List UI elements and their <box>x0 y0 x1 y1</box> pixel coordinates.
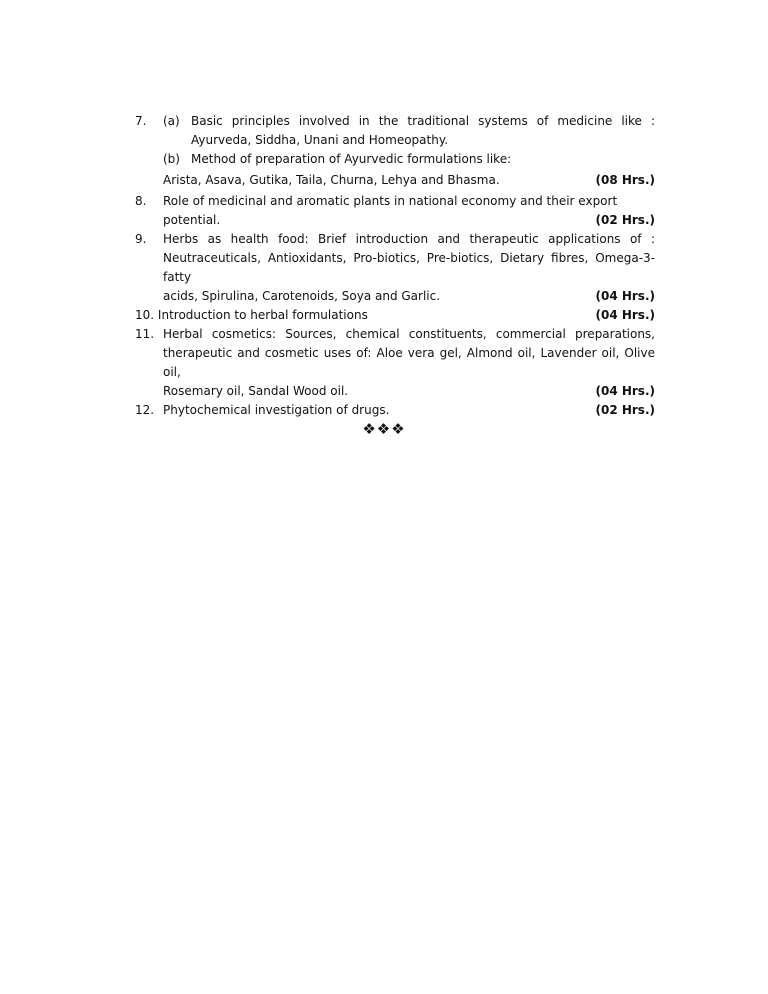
item-number: 7. <box>135 114 147 128</box>
item-number: 11. <box>135 327 155 341</box>
hours-label: (08 Hrs.) <box>595 173 655 187</box>
item-number: 12. <box>135 403 155 417</box>
item-text: Phytochemical investigation of drugs. <box>163 403 390 417</box>
list-item-11 <box>135 325 655 401</box>
hours-label: (04 Hrs.) <box>595 289 655 303</box>
section-end-ornament: ❖❖❖ <box>362 420 406 438</box>
item-text: Role of medicinal and aromatic plants in national economy and their export <box>163 194 618 208</box>
item-text-final-line: Rosemary oil, Sandal Wood oil. <box>163 384 349 398</box>
subitem-a <box>163 112 655 150</box>
subitem-b <box>163 150 655 169</box>
syllabus-list <box>135 112 655 420</box>
item-number: 10. <box>135 308 155 322</box>
list-item-10 <box>135 306 655 325</box>
list-item-7 <box>135 112 655 169</box>
hours-label: (04 Hrs.) <box>595 308 655 322</box>
hours-label: (02 Hrs.) <box>595 403 655 417</box>
list-item-9 <box>135 230 655 306</box>
hours-label: (04 Hrs.) <box>595 384 655 398</box>
list-item-12 <box>135 401 655 420</box>
item-text: Herbal cosmetics: Sources, chemical constituents, commercial preparations, therapeutic and cosmetic uses of: Aloe vera gel, Almond oil, Lavender oil, Olive oil, <box>163 327 655 379</box>
item-text-final-line: Arista, Asava, Gutika, Taila, Churna, Lehya and Bhasma. <box>163 173 500 187</box>
subitem-text: Basic principles involved in the traditional systems of medicine like : Ayurveda, Siddha, Unani and Homeopathy. <box>191 114 655 147</box>
item-text: Herbs as health food: Brief introduction and therapeutic applications of : Neutraceuticals, Antioxidants, Pro-biotics, Pre-biotics, Dietary fibres, Omega-3-fatty <box>163 232 655 284</box>
subitem-label: (b) <box>163 152 180 166</box>
subitem-text: Method of preparation of Ayurvedic formulations like: <box>191 152 512 166</box>
list-item-8 <box>135 192 655 230</box>
item-number: 9. <box>135 232 147 246</box>
subitem-label: (a) <box>163 114 180 128</box>
item-text-final-line: potential. <box>163 213 221 227</box>
hours-label: (02 Hrs.) <box>595 213 655 227</box>
item-number: 8. <box>135 194 147 208</box>
item-text-final-line: acids, Spirulina, Carotenoids, Soya and Garlic. <box>163 289 441 303</box>
item-text: Introduction to herbal formulations <box>157 308 368 322</box>
